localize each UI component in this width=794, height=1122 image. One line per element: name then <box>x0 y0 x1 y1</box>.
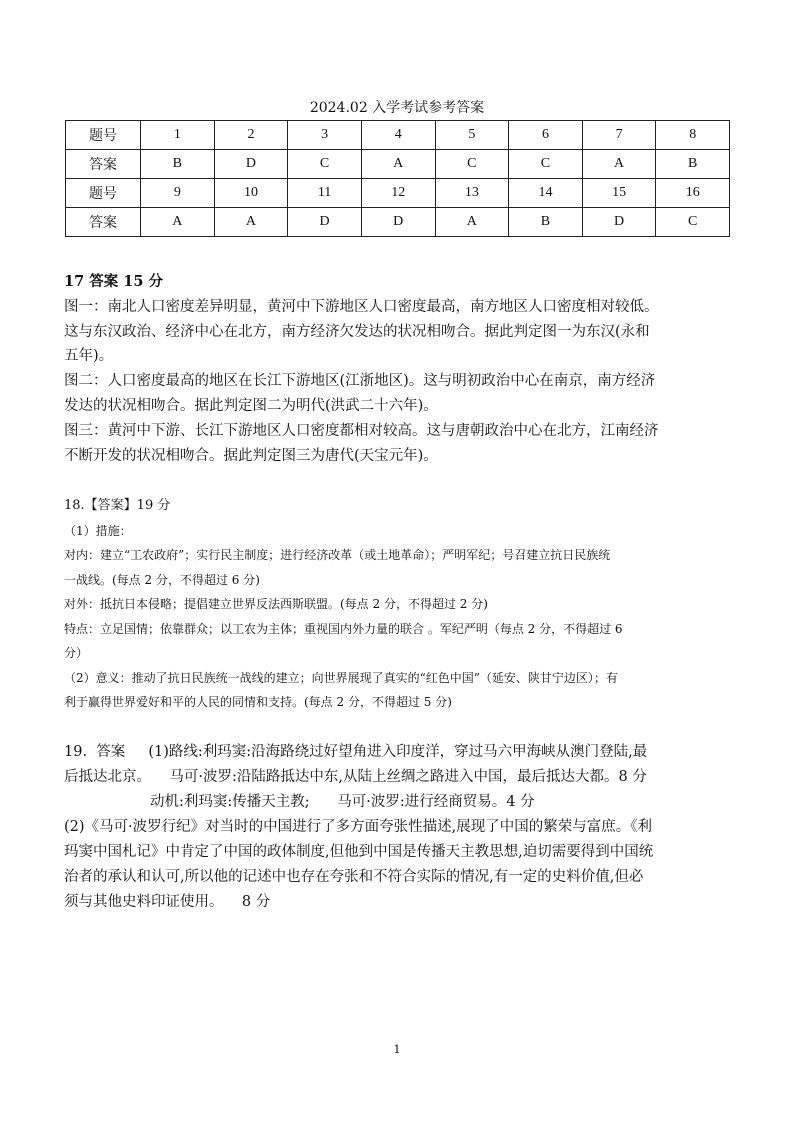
text-line: 分） <box>64 646 89 660</box>
text-line: 不断开发的状况相吻合。据此判定图三为唐代(天宝元年)。 <box>64 447 438 464</box>
text-line: 玛窦中国札记》中肯定了中国的政体制度,但他到中国是传播天主教思想,迫切需要得到中国统 <box>64 844 654 860</box>
table-cell: A <box>141 208 215 237</box>
table-cell: D <box>214 150 288 179</box>
text-line: 发达的状况相吻合。据此判定图二为明代(洪武二十六年)。 <box>64 397 438 414</box>
table-cell: 4 <box>361 121 435 150</box>
table-cell: 12 <box>361 179 435 208</box>
text-line: 图二：人口密度最高的地区在长江下游地区(江浙地区)。这与明初政治中心在南京，南方经济 <box>64 373 656 390</box>
table-cell: A <box>361 150 435 179</box>
table-cell: A <box>582 150 656 179</box>
question-19-heading-line: 19. 答案 (1)路线:利玛窦:沿海路绕过好望角进入印度洋，穿过马六甲海峡从澳门登陆,最 <box>64 744 648 760</box>
table-cell: 14 <box>509 179 583 208</box>
page-number: 1 <box>393 1043 401 1056</box>
page-title: 2024.02 入学考试参考答案 <box>309 100 485 116</box>
text-line: （1）措施： <box>64 523 132 538</box>
table-cell: 3 <box>288 121 362 150</box>
table-cell: 1 <box>141 121 215 150</box>
row-header-cell: 答案 <box>66 150 141 179</box>
text-line: 动机:利玛窦:传播天主教; 马可·波罗:进行经商贸易。4 分 <box>150 794 535 810</box>
table-cell: 8 <box>656 121 730 150</box>
text-line: 一战线。(每点 2 分，不得超过 6 分) <box>64 572 260 587</box>
table-cell: D <box>361 208 435 237</box>
text-line: （2）意义：推动了抗日民族统一战线的建立；向世界展现了真实的“红色中国”（延安、陕甘宁边区）；有 <box>64 670 618 685</box>
table-cell: C <box>509 150 583 179</box>
table-cell: B <box>141 150 215 179</box>
table-cell: C <box>435 150 509 179</box>
text-line: 五年)。 <box>64 348 114 365</box>
table-cell: 6 <box>509 121 583 150</box>
table-cell: 2 <box>214 121 288 150</box>
text-line: 利于赢得世界爱好和平的人民的同情和支持。(每点 2 分，不得超过 5 分) <box>64 695 452 709</box>
table-cell: 5 <box>435 121 509 150</box>
table-row <box>66 208 730 237</box>
question-19-answer <box>64 740 732 915</box>
table-cell: 11 <box>288 179 362 208</box>
table-row <box>66 121 730 150</box>
table-cell: D <box>582 208 656 237</box>
table-cell: 15 <box>582 179 656 208</box>
table-cell: C <box>656 208 730 237</box>
question-17-answer <box>64 270 732 468</box>
row-header-cell: 答案 <box>66 208 141 237</box>
table-cell: 7 <box>582 121 656 150</box>
table-cell: 9 <box>141 179 215 208</box>
text-line: 特点：立足国情；依靠群众；以工农为主体；重视国内外力量的联合 。军纪严明（每点 2 分，不得超过 6 <box>64 621 623 636</box>
table-cell: 16 <box>656 179 730 208</box>
table-cell: A <box>435 208 509 237</box>
answer-table <box>65 120 730 237</box>
table-row <box>66 179 730 208</box>
text-line: (2)《马可·波罗行纪》对当时的中国进行了多方面夸张性描述,展现了中国的繁荣与富庶。《利 <box>64 819 653 835</box>
table-cell: B <box>509 208 583 237</box>
text-line: 图一：南北人口密度差异明显，黄河中下游地区人口密度最高，南方地区人口密度相对较低。 <box>64 298 659 315</box>
text-line: 对外：抵抗日本侵略；提倡建立世界反法西斯联盟。(每点 2 分，不得超过 2 分) <box>64 597 488 611</box>
text-line: 后抵达北京。 马可·波罗:沿陆路抵达中东,从陆上丝绸之路进入中国，最后抵达大都。8 分 <box>64 769 647 785</box>
text-line: 对内：建立“工农政府”；实行民主制度；进行经济改革（或土地革命）；严明军纪；号召建立抗日民族统 <box>64 548 611 562</box>
question-17-heading: 17 答案 15 分 <box>64 273 164 290</box>
table-cell: 13 <box>435 179 509 208</box>
question-18-answer <box>64 494 732 715</box>
table-row <box>66 150 730 179</box>
table-cell: 10 <box>214 179 288 208</box>
table-cell: C <box>288 150 362 179</box>
question-18-heading: 18.【答案】19 分 <box>64 498 171 513</box>
text-line: 图三：黄河中下游、长江下游地区人口密度都相对较高。这与唐朝政治中心在北方，江南经济 <box>64 422 659 439</box>
text-line: 须与其他史料印证使用。 8 分 <box>64 894 271 910</box>
row-header-cell: 题号 <box>66 179 141 208</box>
text-line: 治者的承认和认可,所以他的记述中也存在夸张和不符合实际的情况,有一定的史料价值,但必 <box>64 869 644 885</box>
table-cell: B <box>656 150 730 179</box>
row-header-cell: 题号 <box>66 121 141 150</box>
text-line: 这与东汉政治、经济中心在北方，南方经济欠发达的状况相吻合。据此判定图一为东汉(永和 <box>64 323 650 340</box>
table-cell: A <box>214 208 288 237</box>
table-cell: D <box>288 208 362 237</box>
